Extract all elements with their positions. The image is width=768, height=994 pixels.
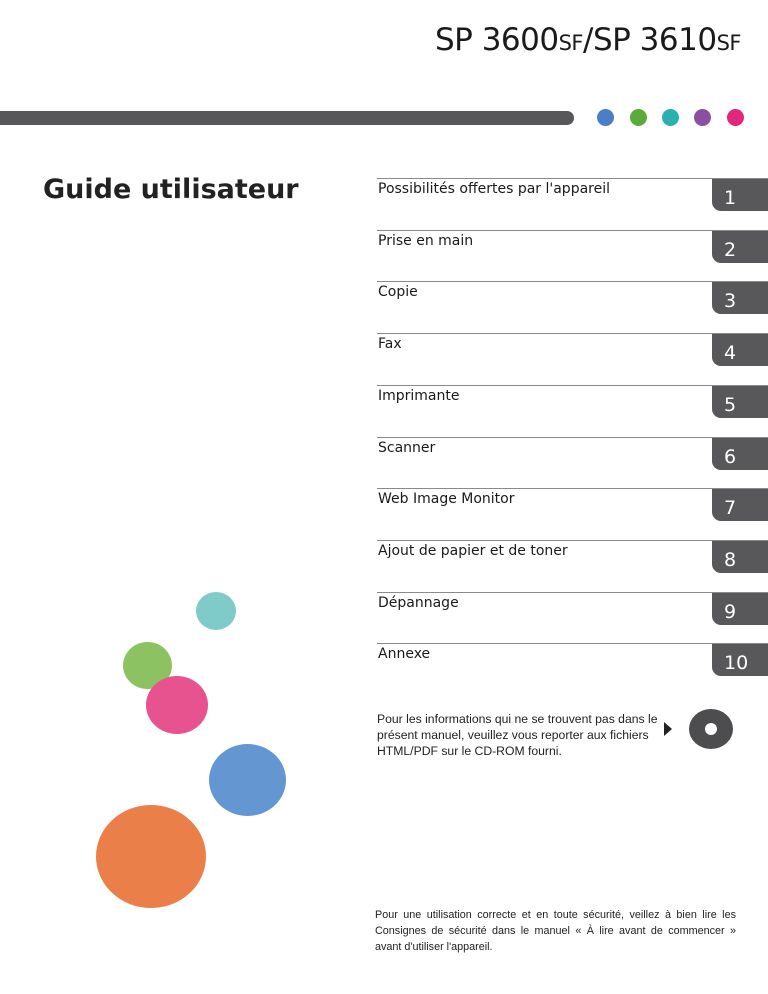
toc-item-label: Ajout de papier et de toner <box>378 542 568 559</box>
guide-title: Guide utilisateur <box>43 174 299 205</box>
accent-dot-purple <box>694 109 711 126</box>
toc-item[interactable] <box>377 592 768 645</box>
decor-circle-orange <box>96 805 206 908</box>
header-bar <box>0 111 574 125</box>
cd-rom-note: Pour les informations qui ne se trouvent pas dans le présent manuel, veuillez vous reporter aux fichiers HTML/PDF sur le CD-ROM fourni. <box>377 712 658 758</box>
chapter-tab[interactable]: 7 <box>712 489 768 521</box>
toc-item-label: Possibilités offertes par l'appareil <box>378 181 610 197</box>
toc-item[interactable] <box>377 333 768 386</box>
toc-item[interactable] <box>377 178 768 231</box>
toc-item[interactable] <box>377 488 768 541</box>
chapter-tab[interactable]: 8 <box>712 541 768 573</box>
toc-item-label: Web Image Monitor <box>378 491 515 508</box>
toc-item[interactable] <box>377 230 768 283</box>
cd-rom-icon <box>689 709 733 749</box>
chapter-tab[interactable]: 9 <box>712 593 768 625</box>
chapter-tab[interactable]: 4 <box>712 334 768 366</box>
model-title <box>435 22 741 58</box>
toc-item[interactable] <box>377 643 768 696</box>
chapter-tab[interactable]: 1 <box>712 179 768 211</box>
toc-item-label: Fax <box>378 336 402 353</box>
model-suffix-1: SF <box>558 31 584 55</box>
chapter-tab[interactable]: 3 <box>712 282 768 314</box>
chapter-tab[interactable]: 2 <box>712 231 768 263</box>
accent-dot-green <box>630 109 647 126</box>
model-name-1: SP 3600 <box>434 22 559 58</box>
cd-hole <box>705 723 717 735</box>
chapter-tab[interactable]: 6 <box>712 438 768 470</box>
decor-circle-teal <box>196 592 236 630</box>
toc-item-label: Dépannage <box>378 594 459 611</box>
accent-dot-teal <box>662 109 679 126</box>
accent-dot-blue <box>597 109 614 126</box>
toc-item-label: Annexe <box>378 646 431 663</box>
safety-note: Pour une utilisation correcte et en toute sécurité, veillez à bien lire les Consignes de sécurité dans le manuel « À lire avant de commencer » avant d'utiliser l'appareil. <box>375 909 736 953</box>
toc-item[interactable] <box>377 385 768 438</box>
toc-item[interactable] <box>377 437 768 490</box>
toc-item[interactable] <box>377 540 768 593</box>
model-name-2: /SP 3610 <box>583 22 717 58</box>
toc-item-label: Prise en main <box>378 232 474 249</box>
chapter-tab[interactable]: 5 <box>712 386 768 418</box>
chapter-tab[interactable]: 10 <box>712 644 768 676</box>
model-suffix-2: SF <box>716 31 741 55</box>
decor-circle-blue <box>209 744 286 816</box>
accent-dot-pink <box>727 109 744 126</box>
toc-item-label: Copie <box>378 284 418 301</box>
decor-circle-pink <box>146 676 208 734</box>
toc-item-label: Scanner <box>378 439 436 456</box>
toc-item[interactable] <box>377 281 768 334</box>
toc-item-label: Imprimante <box>378 387 460 404</box>
arrow-right-icon <box>664 722 672 736</box>
